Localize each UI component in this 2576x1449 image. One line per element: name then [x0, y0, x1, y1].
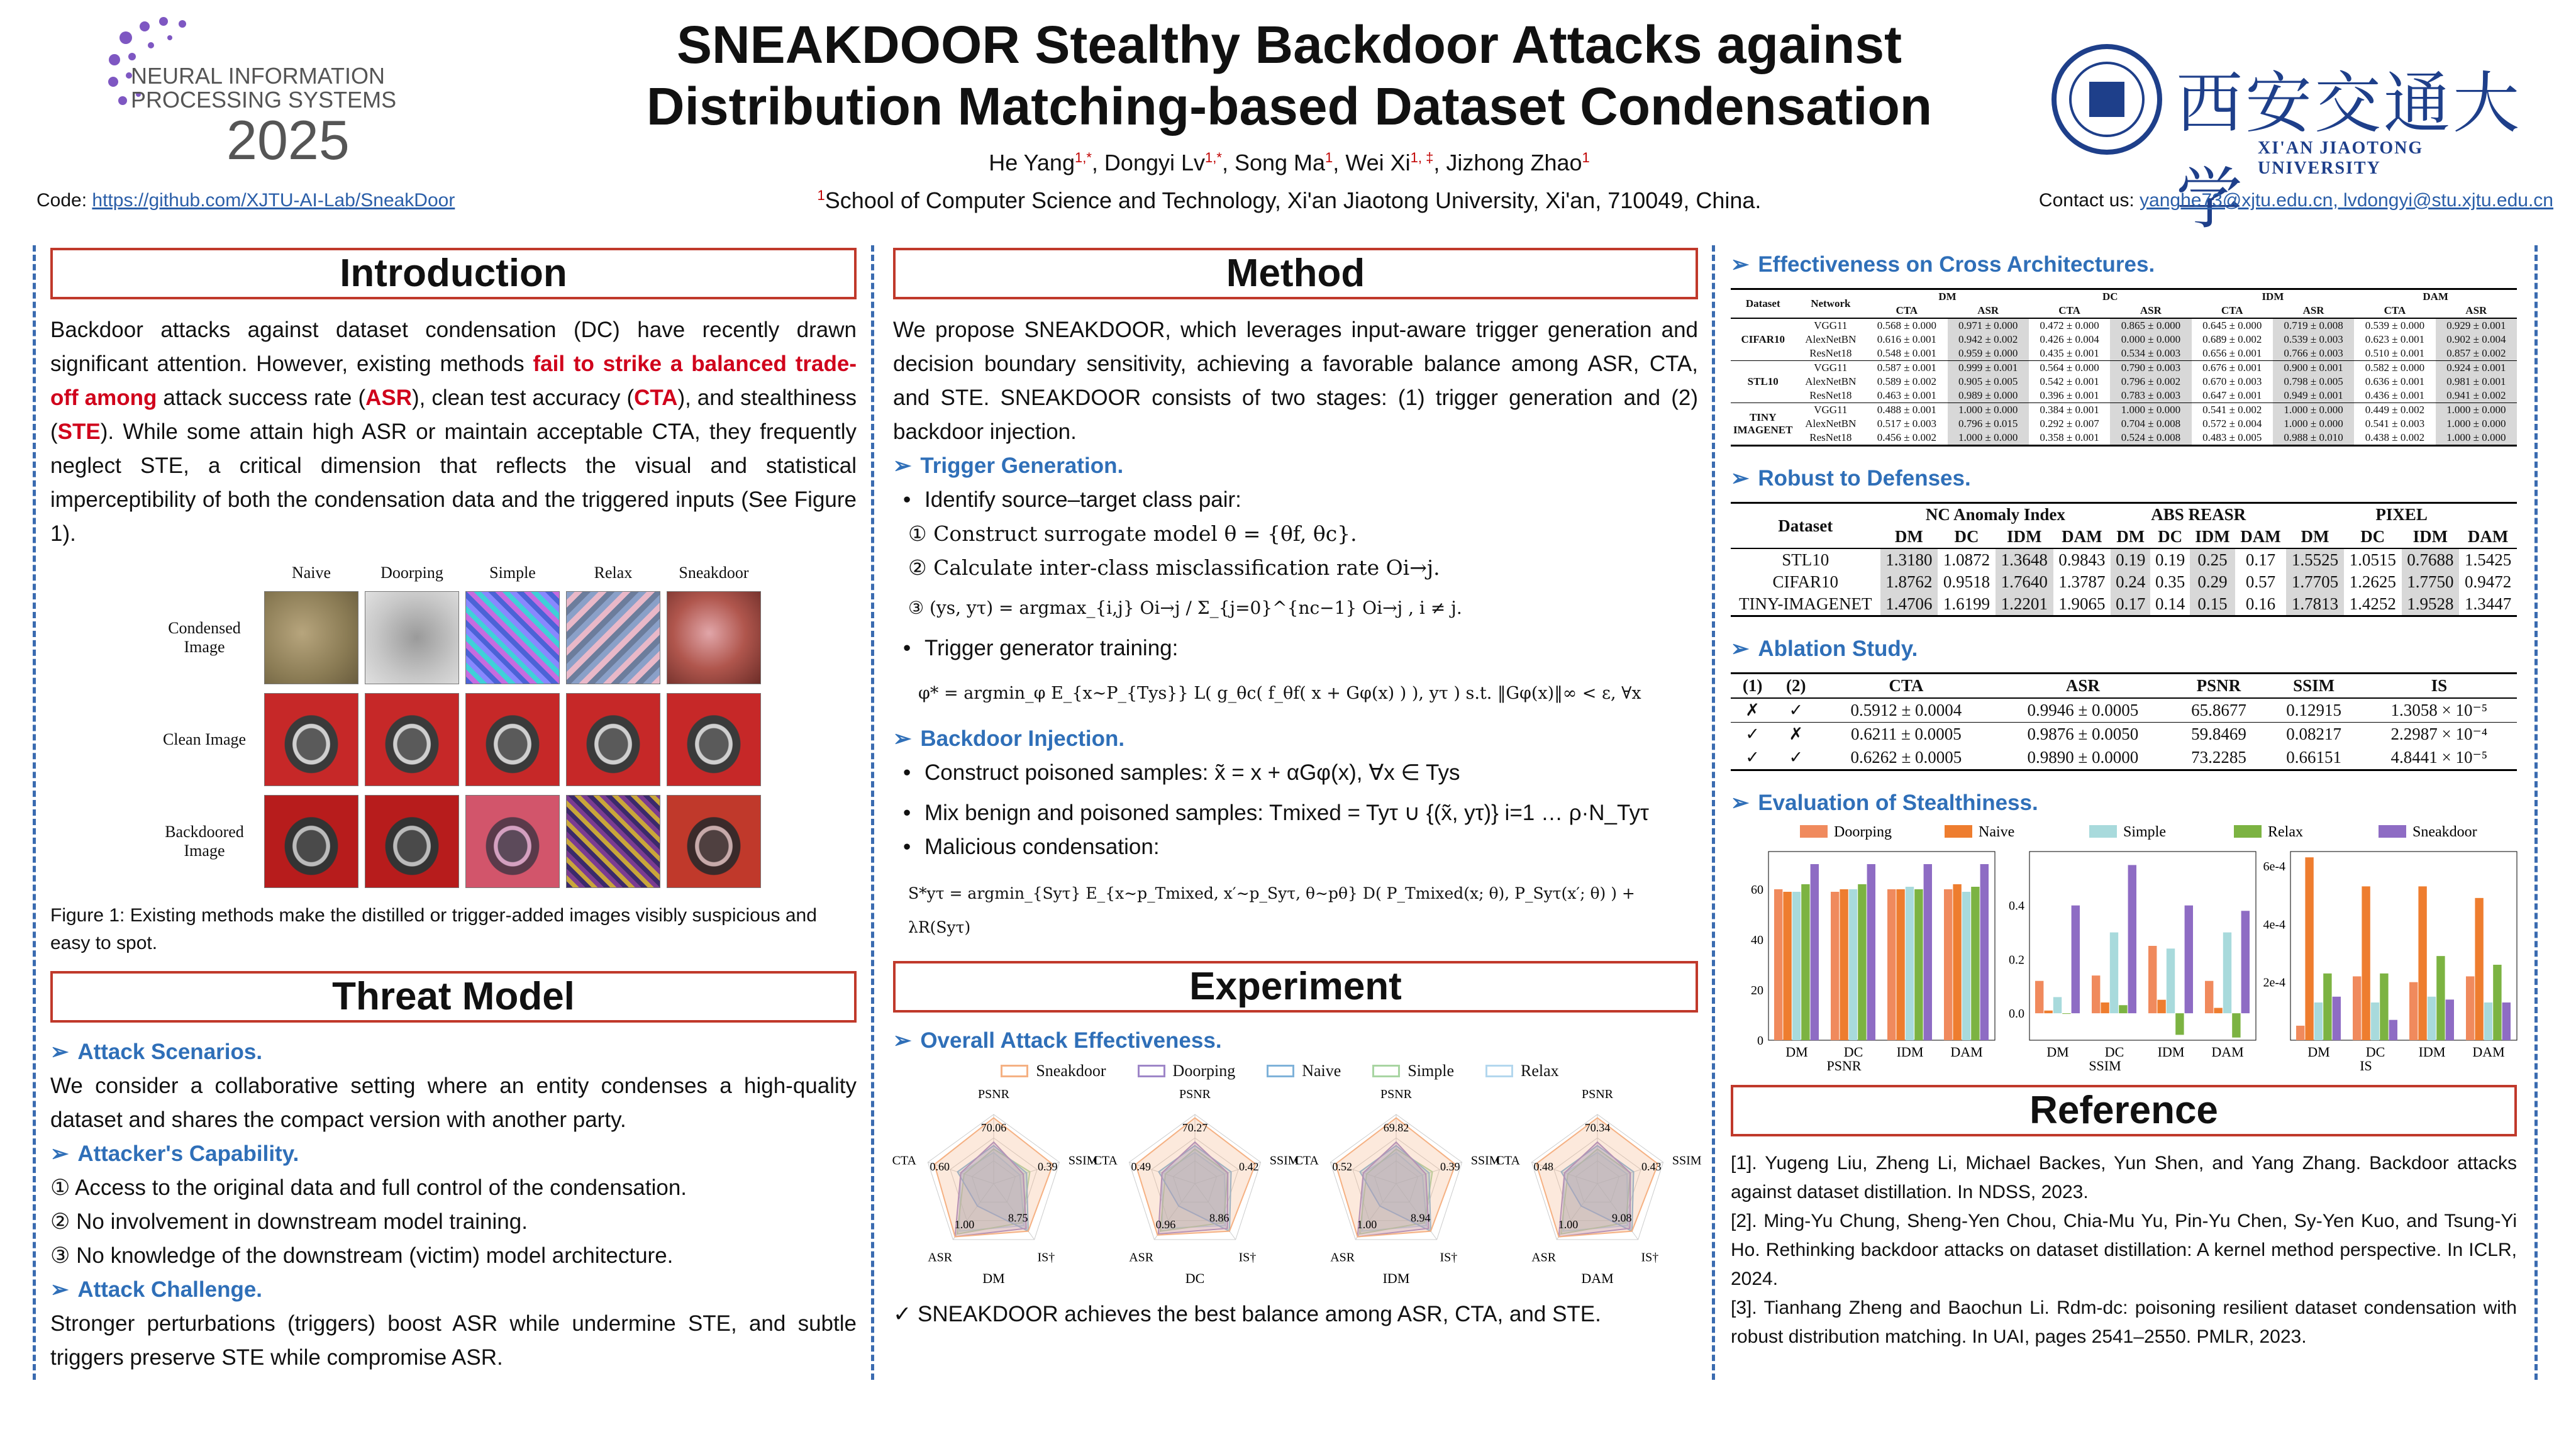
cross-arch-table: Dataset Network DM DC IDM DAM CTA ASR CTA ASR CTA ASR CTA ASR CIFAR10 VGG11 0.568 ± 0.000 0.971 ± 0.000 0.472 ± 0.000 0.865 ± 0.000 0.645 ± 0.000 0.719 ± 0.008 0.539 ± 0.000 0.929 ± 0.001 AlexNetBN 0.616 ± 0.001 0.942 ± 0.002 0.426 ± 0.004 0.000 ± 0.000 0.689 ± 0.002 0.539 ± 0.003 0.623 ± 0.001 0.902 ± 0.004 ResNet18 0.548 ± 0.001 0.959 ± 0.000 0.435 ± 0.001 0.534 ± 0.003 0.656 ± 0.001 0.766 ± 0.003 0.510 ± 0.001 0.857 ± 0.002 STL10 VGG11 0.587 ± 0.001 0.999 ± 0.001 0.564 ± 0.000 0.790 ± 0.003 0.676 ± 0.001 0.900 ± 0.001 0.582 ± 0.000 0.924 ± 0.001 AlexNetBN 0.589 ± 0.002 0.905 ± 0.005 0.542 ± 0.001 0.796 ± 0.002 0.670 ± 0.003 0.798 ± 0.005 0.636 ± 0.001 0.981 ± 0.001 ResNet18 0.463 ± 0.001 0.989 ± 0.000 0.396 ± 0.001 0.783 ± 0.003 0.647 ± 0.001 0.949 ± 0.001 0.436 ± 0.001 0.941 ± 0.002 TINY IMAGENET VGG11 0.488 ± 0.001 1.000 ± 0.000 0.384 ± 0.001 1.000 ± 0.000 0.541 ± 0.002 1.000 ± 0.000 0.449 ± 0.002 1.000 ± 0.000 AlexNetBN 0.517 ± 0.003 0.796 ± 0.015 0.292 ± 0.007 0.704 ± 0.008 0.572 ± 0.004 1.000 ± 0.000 0.541 ± 0.003 1.000 ± 0.000 ResNet18 0.456 ± 0.002 1.000 ± 0.000 0.358 ± 0.001 0.524 ± 0.008 0.483 ± 0.005 0.988 ± 0.010 0.438 ± 0.002 1.000 ± 0.000	[1731, 288, 2517, 447]
backdoored-naive-image	[264, 795, 358, 888]
backdoored-doorping-image	[365, 795, 459, 888]
condensed-sneakdoor-image	[667, 591, 761, 684]
bar-naive	[2157, 1000, 2165, 1013]
radar-axis-label: CTA	[1496, 1153, 1520, 1168]
bar-naive	[1783, 892, 1791, 1040]
radar-dm	[892, 1087, 1098, 1286]
code-link[interactable]: https://github.com/XJTU-AI-Lab/SneakDoor	[92, 190, 455, 211]
table-row: ✗ ✓ 0.5912 ± 0.0004 0.9946 ± 0.0005 65.8677 0.12915 1.3058 × 10⁻⁵	[1731, 698, 2517, 723]
ablation-table: (1) (2) CTA ASR PSNR SSIM IS ✗ ✓ 0.5912 ± 0.0004 0.9946 ± 0.0005 65.8677 0.12915 1.3058 × 10⁻⁵ ✓ ✗ 0.6211 ± 0.0005 0.9876 ± 0.0050 59.8469 0.08217 2.2987 × 10⁻⁴ ✓ ✓ 0.6262 ± 0.0005 0.9890 ± 0.0000 73.2285 0.66151 4.8441 × 10⁻⁵	[1731, 672, 2517, 771]
condensed-naive-image	[264, 591, 358, 684]
contact-row	[2000, 190, 2553, 211]
legend-doorping: Doorping	[1138, 1062, 1236, 1080]
author-affil-mark: 1,*	[1205, 150, 1222, 165]
bar-sneakdoor	[1924, 864, 1932, 1040]
backdoored-simple-image	[465, 795, 560, 888]
legend-simple: Simple	[1372, 1062, 1454, 1080]
bar-legend-label: Doorping	[1834, 824, 1892, 840]
divider-right	[2534, 245, 2538, 1380]
radar-method-label: IDM	[1382, 1270, 1410, 1286]
bar-doorping	[1831, 892, 1839, 1040]
attack-scenarios-text: We consider a collaborative setting where an entity condenses a high-quality dataset and shares the compact version with another party.	[50, 1074, 857, 1132]
code-label: Code:	[36, 190, 87, 211]
table-row: STL10 1.3180 1.0872 1.3648 0.9843 0.19 0.19 0.25 0.17 1.5525 1.0515 0.7688 1.5425	[1731, 548, 2517, 571]
table-row: ResNet18 0.548 ± 0.001 0.959 ± 0.000 0.435 ± 0.001 0.534 ± 0.003 0.656 ± 0.001 0.766 ± 0.003 0.510 ± 0.001 0.857 ± 0.002	[1731, 347, 2517, 361]
fig-col-naive: Naive	[291, 564, 331, 582]
column-left	[50, 245, 857, 1375]
bar-legend-label: Sneakdoor	[2412, 824, 2477, 840]
bar-naive	[1953, 884, 1961, 1040]
bar-sneakdoor	[1867, 864, 1875, 1040]
x-tick-label: IDM	[2157, 1044, 2185, 1060]
radar-value-label: 0.39	[1038, 1160, 1058, 1174]
contact-emails[interactable]: yanghe73@xjtu.edu.cn, lvdongyi@stu.xjtu.edu.cn	[2140, 190, 2553, 211]
radar-axis-label: SSIM	[1068, 1153, 1098, 1168]
title-line1: SNEAKDOOR Stealthy Backdoor Attacks against	[676, 15, 1902, 74]
bar-legend-swatch	[2089, 825, 2117, 838]
bar-doorping	[2409, 982, 2418, 1040]
y-tick-label: 0	[1757, 1034, 1763, 1048]
radar-axis-label: CTA	[892, 1153, 916, 1168]
bar-sneakdoor	[1811, 864, 1819, 1040]
divider-2	[1712, 245, 1715, 1380]
legend-relax: Relax	[1485, 1062, 1559, 1080]
radar-axis-label: IS†	[1037, 1250, 1055, 1265]
bar-sneakdoor	[2502, 1002, 2511, 1040]
bar-naive	[2101, 1002, 2109, 1013]
bar-relax	[2493, 965, 2501, 1040]
bar-simple	[1849, 889, 1857, 1040]
y-tick-label: 0.2	[2009, 953, 2024, 967]
column-middle	[892, 245, 1702, 1331]
radar-value-label: 0.43	[1641, 1160, 1662, 1174]
y-tick-label: 6e-4	[2263, 860, 2285, 874]
author-affil-mark: 1,*	[1074, 150, 1092, 165]
bar-sneakdoor	[2241, 911, 2250, 1013]
col-method: IDM	[2262, 291, 2284, 303]
bar-naive	[2418, 886, 2426, 1040]
condensed-simple-image	[465, 591, 560, 684]
overall-effectiveness-heading: ➢ Overall Attack Effectiveness.	[893, 1028, 1222, 1053]
neurips-year: 2025	[226, 109, 350, 171]
bar-doorping	[2353, 976, 2361, 1040]
author-affil-mark: 1, ‡	[1410, 150, 1434, 165]
clean-relax-image	[566, 693, 660, 786]
bar-legend-label: Simple	[2123, 824, 2167, 840]
bar-relax	[1858, 884, 1866, 1040]
method-intro: We propose SNEAKDOOR, which leverages input-aware trigger generation and decision boundary sensitivity, achieving a favorable balance among ASR, CTA, and STE. SNEAKDOOR consists of two stages: (1) trigger generation and (2) backdoor injection.	[893, 318, 1698, 444]
radar-series-sneakdoor	[1536, 1118, 1658, 1237]
col-method: DM	[1938, 291, 1957, 303]
x-tick-label: DC	[2104, 1044, 2124, 1060]
radar-axis-label: ASR	[928, 1250, 953, 1265]
bar-chart-ssim	[2009, 852, 2256, 1074]
radar-legend	[893, 1062, 1698, 1080]
radar-value-label: 0.96	[1155, 1218, 1176, 1231]
bullet-generator-training: • Trigger generator training:	[893, 631, 1698, 665]
fig-col-sneakdoor: Sneakdoor	[679, 564, 749, 582]
intro-text: Backdoor attacks against dataset condensation (DC) have recently drawn significant attention. However, existing methods fail to strike a balanced trade-off among attack success rate (ASR), clean test accuracy (CTA), and stealthiness (STE). While some attain high ASR or maintain acceptable CTA, they frequently neglect STE, a critical dimension that reflects the visual and statistical imperceptibility of both the condensation data and the triggered inputs (See Figure 1).	[50, 318, 857, 546]
bar-naive	[2305, 857, 2313, 1040]
radar-axis-label: IS†	[1440, 1250, 1458, 1265]
eq-generator: φ* = argmin_φ E_{x∼P_{Tys}} L( g_θc( f_θf( x + Gφ(x) ) ), yτ ) s.t. ‖Gφ(x)‖∞ < ε, ∀x	[918, 684, 1641, 703]
bullet-mix-samples: • Mix benign and poisoned samples: Tmixed = Tyτ ∪ {(x̃, yτ)} i=1 … ρ·N_Tyτ	[893, 796, 1698, 830]
bar-relax	[2436, 956, 2445, 1040]
backdoored-sneakdoor-image	[667, 795, 761, 888]
bar-naive	[1840, 889, 1848, 1040]
radar-value-label: 8.86	[1209, 1211, 1230, 1224]
capability-2: ② No involvement in downstream model training.	[50, 1209, 528, 1234]
bar-doorping	[2092, 975, 2100, 1013]
authors: He Yang$^{1,*}$, Dongyi $Lv^{1,*}$, Song Ma$^1$, Wei $Xi^{1, \ddagger}$, Jizhong Zhao$^1$	[989, 150, 1590, 175]
xjtu-seal-icon	[2050, 43, 2163, 156]
x-axis-label: PSNR	[1826, 1058, 1862, 1074]
x-tick-label: DAM	[2472, 1044, 2505, 1060]
radar-value-label: 8.94	[1411, 1211, 1431, 1224]
bar-simple	[2053, 997, 2062, 1013]
x-tick-label: IDM	[1896, 1044, 1924, 1060]
bar-legend-swatch	[2234, 825, 2262, 838]
stealthiness-bar-charts	[1731, 820, 2517, 1072]
bar-naive	[1896, 889, 1904, 1040]
x-tick-label: DC	[2365, 1044, 2385, 1060]
divider-left	[33, 245, 36, 1380]
radar-value-label: 1.00	[1558, 1218, 1579, 1231]
reference-heading: Reference	[1731, 1085, 2517, 1136]
reference-item: [2]. Ming-Yu Chung, Sheng-Yen Chou, Chia-Mu Yu, Pin-Yu Chen, Sy-Yen Kuo, and Tsung-Yi Ho. Rethinking backdoor attacks on dataset distillation: A kernel method perspective. In ICLR, 2024.	[1731, 1211, 2517, 1289]
defenses-heading: ➢ Robust to Defenses.	[1731, 466, 1971, 491]
radar-charts	[892, 1083, 1702, 1291]
bar-doorping	[2296, 1026, 2304, 1040]
radar-value-label: 70.34	[1584, 1121, 1611, 1134]
radar-axis-label: PSNR	[1380, 1087, 1413, 1101]
radar-axis-label: CTA	[1294, 1153, 1319, 1168]
bar-chart-psnr	[1751, 852, 1995, 1074]
bar-legend-swatch	[2379, 825, 2406, 838]
y-tick-label: 2e-4	[2263, 975, 2285, 990]
clean-naive-image	[264, 693, 358, 786]
radar-axis-label: PSNR	[1581, 1087, 1614, 1101]
table-row: ResNet18 0.463 ± 0.001 0.989 ± 0.000 0.396 ± 0.001 0.783 ± 0.003 0.647 ± 0.001 0.949 ± 0.001 0.436 ± 0.001 0.941 ± 0.002	[1731, 389, 2517, 403]
radar-axis-label: CTA	[1093, 1153, 1118, 1168]
figure-1	[151, 564, 857, 888]
figure-1-caption: Figure 1: Existing methods make the distilled or trigger-added images visibly suspicious and easy to spot.	[50, 905, 817, 953]
y-tick-label: 0.0	[2009, 1007, 2024, 1021]
radar-value-label: 9.08	[1612, 1211, 1632, 1224]
poster-title	[629, 14, 1950, 137]
bar-doorping	[1774, 889, 1782, 1040]
legend-sneakdoor: Sneakdoor	[1001, 1062, 1106, 1080]
fig-row-condensed: Condensed Image	[168, 619, 241, 656]
radar-axis-label: ASR	[1531, 1250, 1557, 1265]
attack-scenarios-heading: ➢ Attack Scenarios.	[50, 1040, 263, 1064]
col-network: Network	[1811, 297, 1851, 309]
radar-axis-label: ASR	[1330, 1250, 1355, 1265]
condensed-relax-image	[566, 591, 660, 684]
bar-legend-label: Relax	[2268, 824, 2303, 840]
condensed-doorping-image	[365, 591, 459, 684]
xjtu-name-en: XI'AN JIAOTONG UNIVERSITY	[2258, 138, 2424, 178]
divider-1	[871, 245, 874, 1380]
y-tick-label: 40	[1751, 933, 1763, 947]
bar-doorping	[2466, 976, 2474, 1040]
threat-heading: Threat Model	[50, 971, 857, 1023]
bar-naive	[2362, 886, 2370, 1040]
bar-relax	[1914, 889, 1923, 1040]
bullet-identify-pair: • Identify source–target class pair:	[893, 483, 1698, 517]
radar-axis-label: IS†	[1641, 1250, 1659, 1265]
capability-1: ① Access to the original data and full control of the condensation.	[50, 1175, 687, 1200]
fig-row-clean: Clean Image	[162, 730, 247, 748]
clean-sneakdoor-image	[667, 693, 761, 786]
radar-axis-label: ASR	[1129, 1250, 1154, 1265]
bar-relax	[2062, 1013, 2070, 1014]
eq-condensation: S*yτ = argmin_{Syτ} E_{x∼p_Tmixed, x′∼p_Syτ, θ∼pθ} D( P_Tmixed(x; θ), P_Syτ(x′; θ) ) + λR(Syτ)	[908, 884, 1635, 936]
experiment-conclusion: ✓ SNEAKDOOR achieves the best balance among ASR, CTA, and STE.	[893, 1302, 1601, 1326]
author-name: Song Ma	[1234, 150, 1326, 175]
bar-doorping	[2148, 946, 2157, 1013]
fig-col-relax: Relax	[594, 564, 633, 582]
fig-row-backdoored: Backdoored Image	[165, 823, 244, 860]
radar-method-label: DC	[1185, 1270, 1205, 1286]
clean-simple-image	[465, 693, 560, 786]
column-right	[1731, 245, 2517, 1352]
radar-value-label: 0.39	[1440, 1160, 1460, 1174]
bar-relax	[1801, 884, 1809, 1040]
bar-doorping	[2205, 981, 2213, 1013]
affiliation: $^1$School of Computer Science and Technology, Xi'an Jiaotong University, Xi'an, 710049, China.	[817, 187, 1762, 213]
bullet-malicious-condensation: • Malicious condensation:	[893, 830, 1698, 864]
bar-naive	[2475, 898, 2483, 1040]
step-argmax: ③ (ys, yτ) = argmax_{i,j} Oi→j / Σ_{j=0}^{nc−1} Oi→j , i ≠ j.	[908, 597, 1462, 618]
step-surrogate: ① Construct surrogate model θ = {θf, θc}.	[908, 521, 1357, 546]
bar-sneakdoor	[2446, 999, 2454, 1040]
attack-challenge-heading: ➢ Attack Challenge.	[50, 1277, 263, 1302]
bar-sneakdoor	[2185, 906, 2193, 1013]
table-row: TINY-IMAGENET 1.4706 1.6199 1.2201 1.9065 0.17 0.14 0.15 0.16 1.7813 1.4252 1.9528 1.3447	[1731, 593, 2517, 616]
bar-sneakdoor	[2389, 1020, 2397, 1040]
bar-simple	[1962, 892, 1970, 1040]
radar-value-label: 0.48	[1533, 1160, 1553, 1174]
bar-legend-label: Naive	[1979, 824, 2015, 840]
bar-doorping	[1944, 889, 1952, 1040]
author-affil-mark: 1	[1582, 150, 1590, 165]
radar-value-label: 0.60	[930, 1160, 950, 1174]
table-row: AlexNetBN 0.589 ± 0.002 0.905 ± 0.005 0.542 ± 0.001 0.796 ± 0.002 0.670 ± 0.003 0.798 ± 0.005 0.636 ± 0.001 0.981 ± 0.001	[1731, 375, 2517, 389]
table-row: ResNet18 0.456 ± 0.002 1.000 ± 0.000 0.358 ± 0.001 0.524 ± 0.008 0.483 ± 0.005 0.988 ± 0.010 0.438 ± 0.002 1.000 ± 0.000	[1731, 431, 2517, 446]
x-axis-label: IS	[2360, 1058, 2372, 1074]
x-tick-label: IDM	[2418, 1044, 2446, 1060]
bar-doorping	[1887, 889, 1896, 1040]
bar-sneakdoor	[2128, 865, 2136, 1013]
reference-list	[1731, 1149, 2517, 1352]
bar-sneakdoor	[1980, 864, 1989, 1040]
fig-col-simple: Simple	[489, 564, 536, 582]
xjtu-name-cn: 西安交通大学	[2176, 65, 2522, 238]
bar-naive	[2214, 1008, 2222, 1014]
radar-axis-label: SSIM	[1672, 1153, 1702, 1168]
author-name: Dongyi Lv	[1104, 150, 1206, 175]
fig-col-doorping: Doorping	[380, 564, 443, 582]
experiment-heading: Experiment	[893, 961, 1698, 1013]
radar-method-label: DM	[982, 1270, 1005, 1286]
title-line2: Distribution Matching-based Dataset Condensation	[646, 77, 1933, 136]
table-row: ✓ ✓ 0.6262 ± 0.0005 0.9890 ± 0.0000 73.2285 0.66151 4.8441 × 10⁻⁵	[1745, 748, 2488, 767]
code-link-row	[36, 190, 455, 211]
table-row: AlexNetBN 0.616 ± 0.001 0.942 ± 0.002 0.426 ± 0.004 0.000 ± 0.000 0.689 ± 0.002 0.539 ± 0.003 0.623 ± 0.001 0.902 ± 0.004	[1731, 333, 2517, 347]
clean-doorping-image	[365, 693, 459, 786]
col-method: DC	[2102, 291, 2118, 303]
legend-naive: Naive	[1267, 1062, 1341, 1080]
author-name: He Yang	[989, 150, 1075, 175]
neurips-line1: NEURAL INFORMATION	[131, 63, 386, 89]
bar-relax	[1971, 887, 1979, 1040]
radar-value-label: 70.06	[980, 1121, 1007, 1134]
bar-sneakdoor	[2072, 906, 2080, 1013]
trigger-generation-heading: ➢ Trigger Generation.	[893, 453, 1124, 478]
radar-value-label: 0.49	[1131, 1160, 1151, 1174]
table-row: ✓ ✗ 0.6211 ± 0.0005 0.9876 ± 0.0050 59.8469 0.08217 2.2987 × 10⁻⁴	[1745, 724, 2488, 743]
bar-simple	[2484, 1002, 2492, 1040]
method-heading: Method	[893, 248, 1698, 299]
bar-simple	[1906, 887, 1914, 1040]
bullet-poisoned-samples: • Construct poisoned samples: x̃ = x + αGφ(x), ∀x ∈ Tys	[893, 756, 1698, 790]
radar-axis-label: IS†	[1238, 1250, 1257, 1265]
table-row: TINY IMAGENET VGG11 0.488 ± 0.001 1.000 ± 0.000 0.384 ± 0.001 1.000 ± 0.000 0.541 ± 0.002 1.000 ± 0.000 0.449 ± 0.002 1.000 ± 0.000	[1731, 403, 2517, 418]
radar-method-label: DAM	[1581, 1270, 1614, 1286]
x-tick-label: DC	[1843, 1044, 1863, 1060]
y-tick-label: 60	[1751, 883, 1763, 897]
radar-value-label: 1.00	[954, 1218, 975, 1231]
x-tick-label: DM	[2307, 1044, 2330, 1060]
bar-legend-swatch	[1800, 825, 1828, 838]
radar-value-label: 70.27	[1182, 1121, 1208, 1134]
x-tick-label: DAM	[1950, 1044, 1983, 1060]
radar-axis-label: SSIM	[1269, 1153, 1299, 1168]
bar-doorping	[2035, 981, 2043, 1013]
radar-axis-label: PSNR	[1179, 1087, 1211, 1101]
radar-series-sneakdoor	[935, 1118, 1053, 1237]
bar-chart-is	[2263, 852, 2517, 1074]
bar-simple	[2167, 948, 2175, 1013]
bar-relax	[2323, 974, 2331, 1040]
bar-simple	[2110, 933, 2118, 1014]
intro-heading: Introduction	[50, 248, 857, 299]
radar-value-label: 8.75	[1008, 1211, 1028, 1224]
bar-sneakdoor	[2333, 997, 2341, 1040]
radar-dc	[1094, 1087, 1299, 1286]
col-method: DAM	[2423, 291, 2448, 303]
bar-relax	[2380, 974, 2388, 1040]
table-row: CIFAR10 VGG11 0.568 ± 0.000 0.971 ± 0.000 0.472 ± 0.000 0.865 ± 0.000 0.645 ± 0.000 0.719 ± 0.008 0.539 ± 0.000 0.929 ± 0.001	[1731, 318, 2517, 333]
x-tick-label: DM	[1785, 1044, 1808, 1060]
stealthiness-heading: ➢ Evaluation of Stealthiness.	[1731, 791, 2038, 815]
bar-simple	[2428, 997, 2436, 1040]
x-tick-label: DM	[2046, 1044, 2069, 1060]
col-dataset: Dataset	[1745, 297, 1780, 309]
neurips-line2: PROCESSING SYSTEMS	[131, 87, 397, 113]
radar-idm	[1295, 1087, 1501, 1286]
step-misclassification: ② Calculate inter-class misclassification rate Oi→j.	[908, 555, 1440, 580]
contact-label: Contact us:	[2038, 190, 2135, 211]
attack-challenge-text: Stronger perturbations (triggers) boost ASR while undermine STE, and subtle triggers preserve STE while compromise ASR.	[50, 1311, 857, 1370]
radar-value-label: 0.52	[1332, 1160, 1352, 1174]
bar-naive	[2044, 1011, 2052, 1013]
bar-simple	[2314, 1002, 2323, 1040]
reference-item: [1]. Yugeng Liu, Zheng Li, Michael Backes, Yun Shen, and Yang Zhang. Backdoor attacks against dataset distillation. In NDSS, 2023.	[1731, 1153, 2517, 1202]
radar-series-sneakdoor	[1136, 1118, 1255, 1235]
radar-value-label: 1.00	[1357, 1218, 1377, 1231]
bar-legend-swatch	[1945, 825, 1972, 838]
cross-arch-heading: ➢ Effectiveness on Cross Architectures.	[1731, 252, 2155, 277]
backdoored-relax-image	[566, 795, 660, 888]
author-name: Wei Xi	[1345, 150, 1411, 175]
bar-relax	[2119, 1005, 2127, 1013]
capability-3: ③ No knowledge of the downstream (victim) model architecture.	[50, 1243, 674, 1268]
bar-simple	[2223, 933, 2231, 1014]
y-tick-label: 0.4	[2009, 899, 2024, 913]
y-tick-label: 20	[1751, 984, 1763, 997]
table-row: CIFAR10 1.8762 0.9518 1.7640 1.3787 0.24 0.35 0.29 0.57 1.7705 1.2625 1.7750 0.9472	[1731, 571, 2517, 593]
radar-dam	[1496, 1087, 1702, 1286]
reference-item: [3]. Tianhang Zheng and Baochun Li. Rdm-dc: poisoning resilient dataset condensation with robust distribution matching. In UAI, pages 2541–2550. PMLR, 2023.	[1731, 1297, 2517, 1347]
radar-axis-label: SSIM	[1470, 1153, 1501, 1168]
bar-relax	[2175, 1013, 2184, 1035]
neurips-logo	[101, 13, 453, 170]
bar-relax	[2232, 1013, 2240, 1038]
radar-value-label: 69.82	[1383, 1121, 1409, 1134]
bar-simple	[1792, 892, 1801, 1040]
ablation-heading: ➢ Ablation Study.	[1731, 636, 1918, 661]
radar-axis-label: PSNR	[977, 1087, 1010, 1101]
table-row: STL10 VGG11 0.587 ± 0.001 0.999 ± 0.001 0.564 ± 0.000 0.790 ± 0.003 0.676 ± 0.001 0.900 ± 0.001 0.582 ± 0.000 0.924 ± 0.001	[1731, 361, 2517, 375]
defenses-table: Dataset NC Anomaly Index ABS REASR PIXEL DM DC IDM DAM DM DC IDM DAM DM DC IDM DAM STL10 1.3180 1.0872 1.3648 0.9843 0.19 0.19 0.25 0.17 1.5525 1.0515 0.7688 1.5425 CIFAR10 1.8762 0.9518 1.7640 1.3787 0.24 0.35 0.29 0.57 1.7705 1.2625 1.7750 0.9472 TINY-IMAGENET 1.4706 1.6199 1.2201 1.9065 0.17 0.14 0.15 0.16 1.7813 1.4252 1.9528 1.3447	[1731, 502, 2517, 617]
author-affil-mark: 1	[1325, 150, 1333, 165]
y-tick-label: 4e-4	[2263, 918, 2285, 932]
radar-value-label: 0.42	[1239, 1160, 1259, 1174]
table-row: AlexNetBN 0.517 ± 0.003 0.796 ± 0.015 0.292 ± 0.007 0.704 ± 0.008 0.572 ± 0.004 1.000 ± 0.000 0.541 ± 0.003 1.000 ± 0.000	[1731, 417, 2517, 431]
radar-series-sneakdoor	[1336, 1118, 1455, 1237]
x-axis-label: SSIM	[2089, 1058, 2121, 1074]
author-name: Jizhong Zhao	[1446, 150, 1582, 175]
attacker-capability-heading: ➢ Attacker's Capability.	[50, 1141, 299, 1166]
bar-simple	[2371, 1002, 2379, 1040]
x-tick-label: DAM	[2211, 1044, 2244, 1060]
backdoor-injection-heading: ➢ Backdoor Injection.	[893, 726, 1125, 751]
